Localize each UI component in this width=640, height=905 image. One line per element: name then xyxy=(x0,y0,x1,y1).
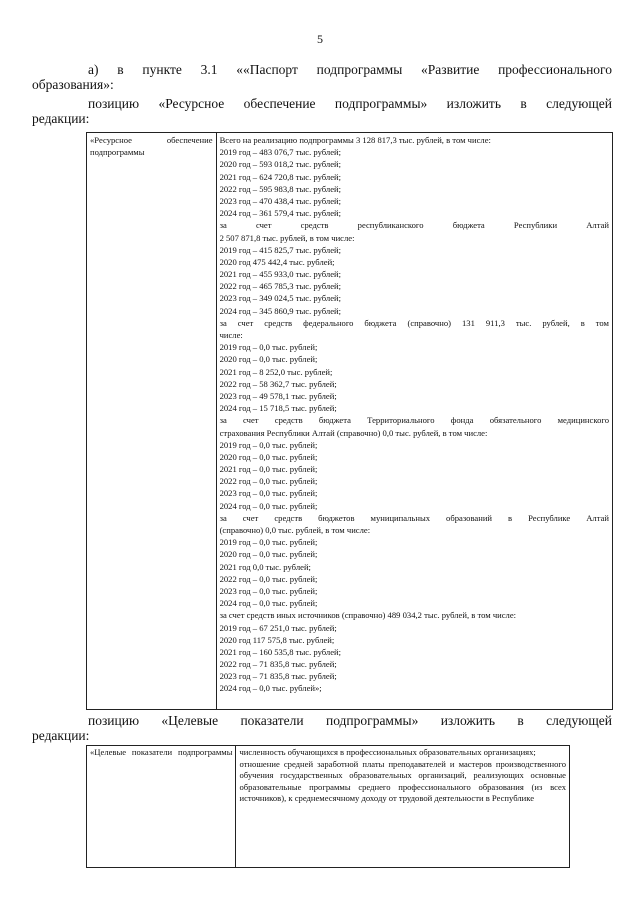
table-line: 2021 год – 455 933,0 тыс. рублей; xyxy=(219,269,342,280)
targets-paragraph-2: отношение средней заработной платы преподавателей и мастеров производственного обучения государственных образовательных организаций, реализующих основные образовательные программы среднего профессионального образования (из всех источников), к среднемесячному доходу от трудовой деятельности в Республике xyxy=(239,758,566,804)
table-line: 2020 год – 0,0 тыс. рублей; xyxy=(219,451,318,462)
page-number: 5 xyxy=(317,32,323,46)
table-line: (справочно) 0,0 тыс. рублей, в том числе: xyxy=(219,525,371,535)
resource-table xyxy=(86,132,613,710)
table-line: 2021 год – 624 720,8 тыс. рублей; xyxy=(219,171,342,182)
resource-intro-line1: позицию «Ресурсное обеспечение подпрограммы» изложить в следующей xyxy=(88,96,612,111)
table-line: 2024 год – 361 579,4 тыс. рублей; xyxy=(219,208,342,219)
table-line: за счет средств иных источников (справочно) 489 034,2 тыс. рублей, в том числе: xyxy=(219,610,517,621)
table-line: 2022 год – 58 362,7 тыс. рублей; xyxy=(219,378,337,389)
table-line: 2020 год – 0,0 тыс. рублей; xyxy=(219,549,318,560)
table-line: 2023 год – 349 024,5 тыс. рублей; xyxy=(219,293,342,304)
table-line: 2023 год – 71 835,8 тыс. рублей; xyxy=(219,671,337,682)
resource-position-intro xyxy=(32,96,612,126)
targets-intro-line2: редакции: xyxy=(32,728,90,743)
table-line: 2023 год – 0,0 тыс. рублей; xyxy=(219,585,318,596)
table-line: 2024 год – 0,0 тыс. рублей; xyxy=(219,598,318,609)
table-line: 2024 год – 0,0 тыс. рублей; xyxy=(219,500,318,511)
table-line: 2023 год – 470 438,4 тыс. рублей; xyxy=(219,195,342,206)
table-line: 2021 год 0,0 тыс. рублей; xyxy=(219,561,311,572)
table-line: 2022 год – 0,0 тыс. рублей; xyxy=(219,476,318,487)
table-line: 2022 год – 595 983,8 тыс. рублей; xyxy=(219,183,342,194)
table-line: 2 507 871,8 тыс. рублей, в том числе: xyxy=(219,232,355,243)
resource-label-cell: «Ресурсное обеспечение подпрограммы xyxy=(87,133,217,710)
item-a-line1: а) в пункте 3.1 ««Паспорт подпрограммы «Развитие профессионального xyxy=(88,62,612,77)
table-line: 2022 год – 71 835,8 тыс. рублей; xyxy=(219,659,337,670)
table-line: 2019 год – 415 825,7 тыс. рублей; xyxy=(219,244,342,255)
table-line: Всего на реализацию подпрограммы 3 128 817,3 тыс. рублей, в том числе: xyxy=(219,135,491,145)
table-line: 2021 год – 8 252,0 тыс. рублей; xyxy=(219,366,333,377)
targets-content-cell xyxy=(236,746,570,868)
targets-label-text: «Целевые показатели подпрограммы xyxy=(90,747,233,757)
table-line: 2023 год – 0,0 тыс. рублей; xyxy=(219,488,318,499)
table-line: 2023 год – 49 578,1 тыс. рублей; xyxy=(219,390,337,401)
targets-table xyxy=(86,745,570,868)
table-line: 2022 год – 465 785,3 тыс. рублей; xyxy=(219,281,342,292)
targets-position-intro xyxy=(32,713,612,743)
amendment-item-a xyxy=(32,62,612,92)
table-line: 2021 год – 0,0 тыс. рублей; xyxy=(219,464,318,475)
table-line: за счет средств бюджета Территориального фонда обязательного медицинского xyxy=(219,415,609,426)
table-line: 2020 год 475 442,4 тыс. рублей; xyxy=(219,256,335,267)
table-line: 2021 год – 160 535,8 тыс. рублей; xyxy=(219,646,342,657)
resource-intro-line2: редакции: xyxy=(32,111,90,126)
item-a-line2: образования»: xyxy=(32,77,114,92)
table-line: за счет средств республиканского бюджета Республики Алтай xyxy=(219,220,609,231)
table-line: 2019 год – 483 076,7 тыс. рублей; xyxy=(219,147,342,158)
table-line: 2024 год – 15 718,5 тыс. рублей; xyxy=(219,403,337,414)
table-line: 2019 год – 0,0 тыс. рублей; xyxy=(219,439,318,450)
table-line: 2019 год – 67 251,0 тыс. рублей; xyxy=(219,622,337,633)
table-line: 2019 год – 0,0 тыс. рублей; xyxy=(219,537,318,548)
table-line: страхования Республики Алтай (справочно) 0,0 тыс. рублей, в том числе: xyxy=(219,427,488,438)
table-line: 2020 год – 593 018,2 тыс. рублей; xyxy=(219,159,342,170)
table-line: числе: xyxy=(219,330,243,340)
table-line: 2019 год – 0,0 тыс. рублей; xyxy=(219,342,318,353)
table-line: за счет средств федерального бюджета (справочно) 131 911,3 тыс. рублей, в том xyxy=(219,317,609,328)
targets-intro-line1: позицию «Целевые показатели подпрограммы» изложить в следующей xyxy=(88,713,612,728)
table-line: 2020 год 117 575,8 тыс. рублей; xyxy=(219,634,335,645)
table-line: 2020 год – 0,0 тыс. рублей; xyxy=(219,354,318,365)
table-line: 2024 год – 345 860,9 тыс. рублей; xyxy=(219,305,342,316)
table-line: 2022 год – 0,0 тыс. рублей; xyxy=(219,573,318,584)
targets-paragraph-1: численность обучающихся в профессиональных образовательных организациях; xyxy=(239,747,536,757)
resource-content-cell xyxy=(216,133,612,710)
targets-label-cell xyxy=(87,746,236,868)
table-line: за счет средств бюджетов муниципальных образований в Республике Алтай xyxy=(219,512,609,523)
table-line: 2024 год – 0,0 тыс. рублей»; xyxy=(219,683,322,694)
